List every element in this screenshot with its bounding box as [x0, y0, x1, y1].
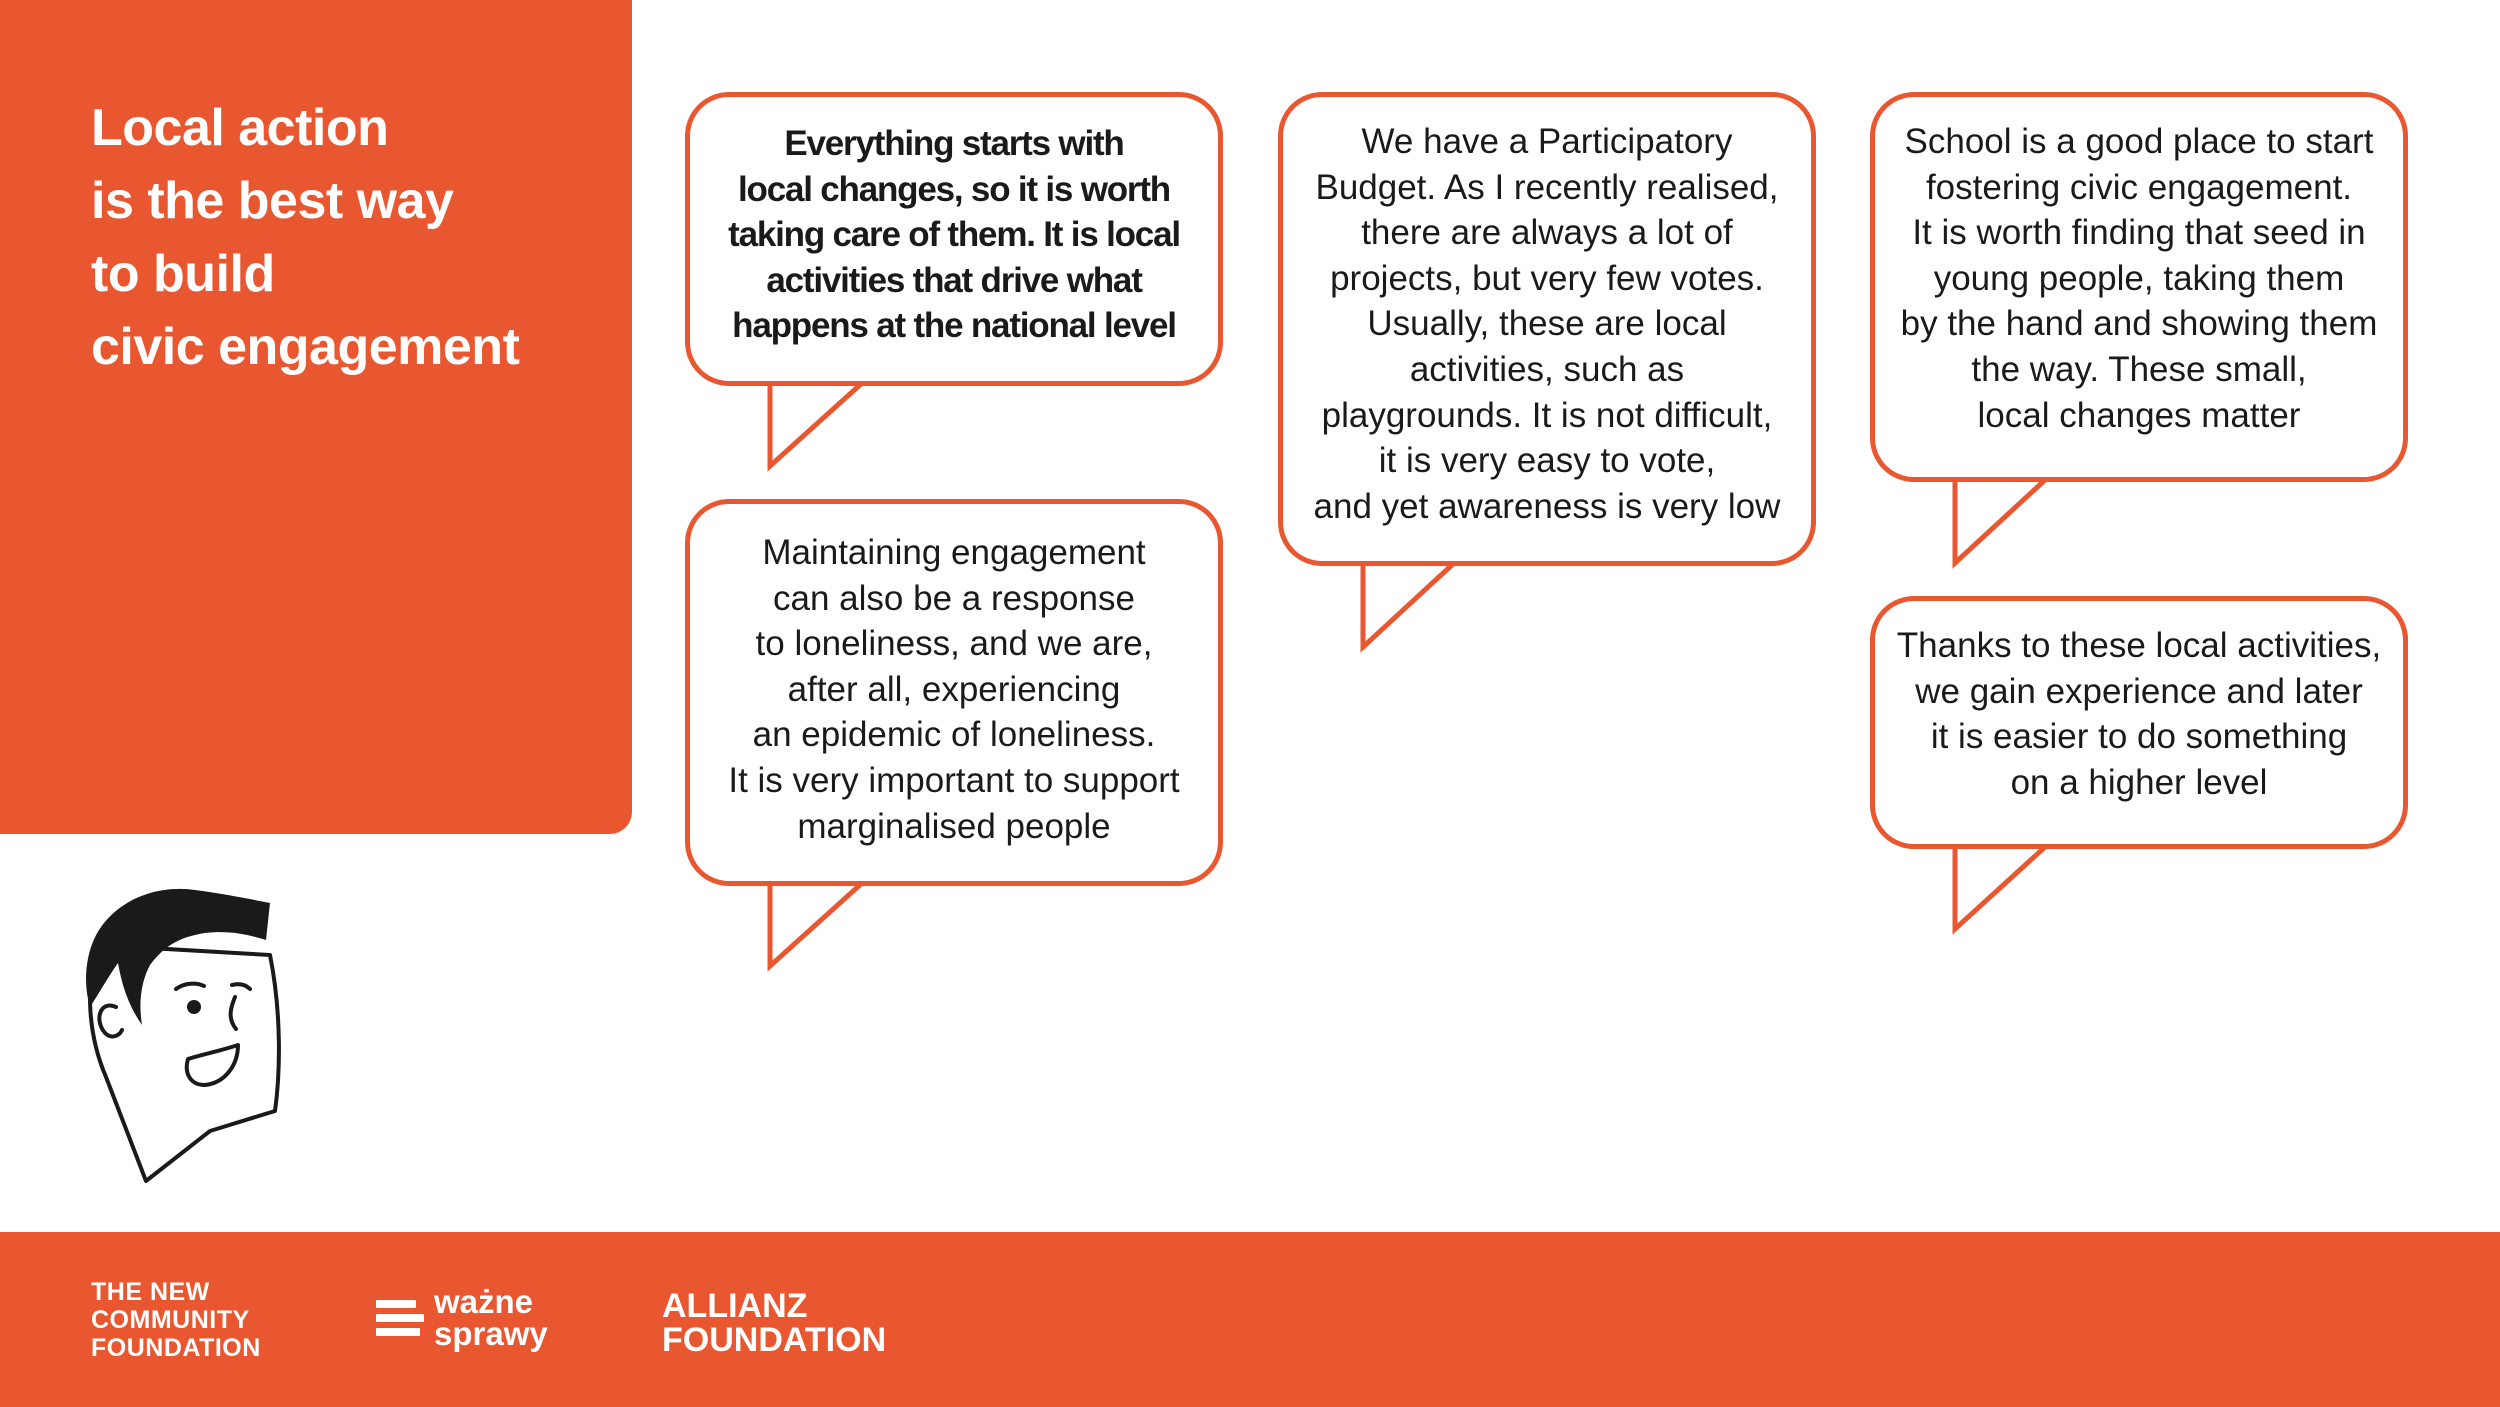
quote-line: after all, experiencing [787, 669, 1121, 709]
logo-line: FOUNDATION [662, 1321, 887, 1359]
quote-bubble-loneliness [685, 499, 1223, 886]
quote-line: and yet awareness is very low [1313, 486, 1781, 526]
quote-line: We have a Participatory [1361, 122, 1733, 161]
quote-line: It is worth finding that seed in [1912, 213, 2366, 253]
quote-bubble-participatory-budget [1278, 92, 1816, 566]
quote-line: to loneliness, and we are, [755, 624, 1153, 664]
quote-line: it is very easy to vote, [1378, 441, 1716, 481]
quote-line: activities, such as [1409, 349, 1685, 389]
bubble-tail [1363, 564, 1453, 647]
logo-line: THE NEW [91, 1278, 210, 1306]
title-line: is the best way [91, 172, 454, 230]
logo-allianz-foundation [662, 1289, 886, 1357]
quote-line: by the hand and showing them [1900, 304, 2378, 344]
bubble-tail [770, 384, 861, 466]
quote-bubble-local-changes [685, 92, 1223, 386]
quote-line: It is very important to support [728, 760, 1180, 800]
logo-line: ważne [434, 1283, 534, 1320]
quote-line: we gain experience and later [1915, 671, 2363, 711]
logo-line: FOUNDATION [91, 1334, 261, 1362]
quote-line: School is a good place to start [1904, 122, 2374, 161]
quote-line: it is easier to do something [1930, 717, 2348, 757]
quote-line: Maintaining engagement [762, 533, 1146, 572]
quote-line: the way. These small, [1971, 349, 2307, 389]
quote-line: can also be a response [773, 578, 1135, 618]
title-line: civic engagement [91, 318, 520, 376]
quote-line: local changes, so it is worth [738, 169, 1170, 209]
quote-line: local changes matter [1977, 395, 2301, 435]
logo-wazne-sprawy [376, 1283, 548, 1352]
quote-line: playgrounds. It is not difficult, [1321, 395, 1773, 435]
quote-line: there are always a lot of [1361, 213, 1733, 253]
logo-line: ALLIANZ [662, 1287, 808, 1325]
quote-line: Budget. As I recently realised, [1315, 167, 1779, 207]
quote-line: fostering civic engagement. [1925, 167, 2353, 207]
bubble-tail [1955, 847, 2045, 929]
title-line: Local action [91, 99, 389, 157]
logo-line: sprawy [434, 1315, 548, 1352]
quote-line: activities that drive what [766, 260, 1142, 300]
smiling-man-face-icon [80, 885, 290, 1185]
quote-line: Thanks to these local activities, [1896, 626, 2382, 665]
quote-line: young people, taking them [1933, 258, 2345, 298]
quote-line: projects, but very few votes. [1330, 258, 1764, 298]
quote-line: taking care of them. It is local [728, 215, 1180, 255]
quote-line: Everything starts with [784, 124, 1124, 163]
quote-line: Usually, these are local [1367, 304, 1727, 344]
quote-line: on a higher level [2010, 762, 2268, 802]
title-line: to build [91, 245, 275, 303]
quote-bubble-higher-level [1870, 596, 2408, 849]
bubble-tail [1955, 480, 2045, 563]
stripes-icon [376, 1300, 424, 1336]
quote-line: marginalised people [797, 806, 1111, 846]
quote-line: an epidemic of loneliness. [752, 715, 1156, 755]
quote-bubble-school [1870, 92, 2408, 482]
bubble-tail [770, 884, 861, 966]
logo-new-community-foundation [91, 1278, 261, 1362]
footer [0, 1232, 2500, 1407]
logo-line: COMMUNITY [91, 1306, 250, 1334]
quote-line: happens at the national level [732, 306, 1176, 346]
